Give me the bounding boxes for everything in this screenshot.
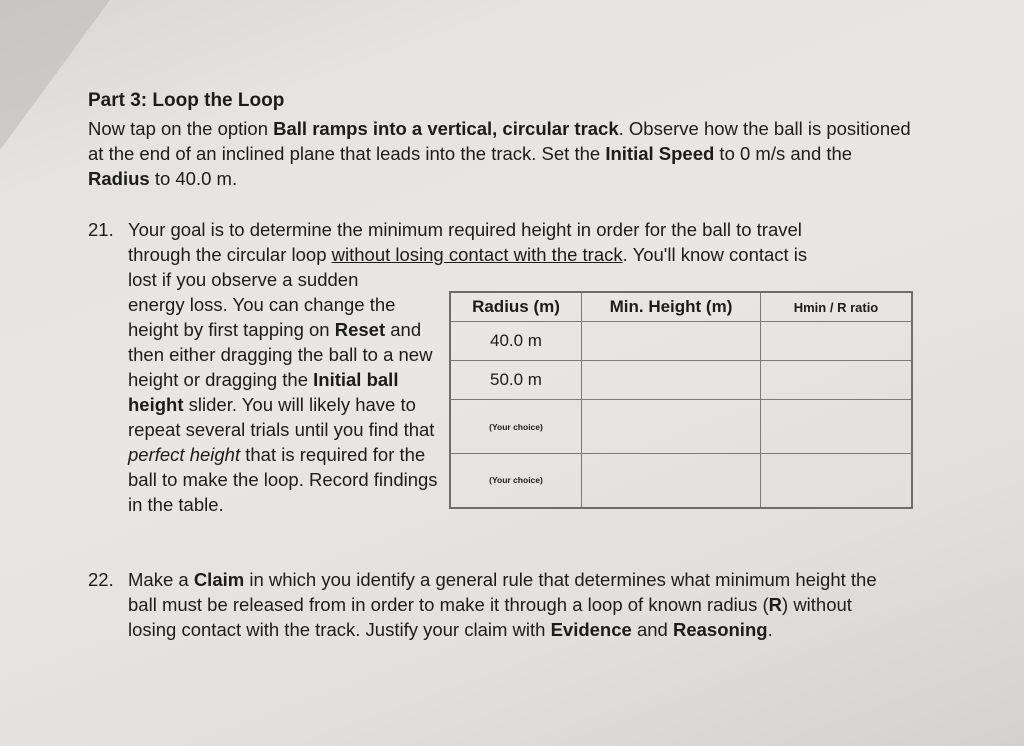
q21-instructions: energy loss. You can change the height by first tapping on Reset and then either dragging the ball to a new height or dragging the Initial ball height slider. You will likely have to repeat several trials until you find that perfect height that is required for the ball to make the loop. Record findings in the table. — [128, 294, 438, 515]
cell-ratio[interactable] — [761, 400, 913, 454]
claim-bold: Claim — [193, 569, 245, 590]
slider-bold: Initial ball height — [128, 369, 399, 415]
reset-bold: Reset — [334, 319, 386, 340]
results-table — [449, 291, 913, 509]
cell-ratio[interactable] — [761, 361, 913, 400]
cell-radius-choice[interactable]: (Your choice) — [450, 454, 582, 508]
cell-ratio[interactable] — [761, 322, 913, 361]
intro-text: Now tap on the option — [88, 118, 274, 139]
part-intro — [88, 116, 918, 191]
table-row — [450, 400, 912, 454]
intro-text: to 0 m/s and the — [714, 143, 853, 164]
intro-text: to 40.0 m. — [149, 168, 238, 189]
intro-bold-speed: Initial Speed — [605, 143, 715, 164]
underlined-phrase: without losing contact with the track — [331, 244, 623, 265]
cell-min-height[interactable] — [582, 322, 761, 361]
cell-min-height[interactable] — [582, 400, 761, 454]
intro-bold-option: Ball ramps into a vertical, circular track — [273, 118, 619, 139]
q21-line-3: lost if you observe a sudden — [128, 269, 359, 290]
r-bold: R — [768, 594, 783, 615]
cell-radius-choice[interactable]: (Your choice) — [450, 400, 582, 454]
perfect-italic: perfect height — [128, 444, 241, 465]
table-row — [450, 361, 912, 400]
intro-text: . Observe how the ball is positioned at the end of an inclined plane that leads into the track. Set the — [88, 118, 911, 164]
header-min-height: Min. Height (m) — [582, 292, 761, 322]
intro-bold-radius: Radius — [88, 168, 150, 189]
cell-ratio[interactable] — [761, 454, 913, 508]
header-radius: Radius (m) — [450, 292, 582, 322]
q21-line-1: Your goal is to determine the minimum required height in order for the ball to travel — [128, 219, 802, 240]
header-ratio: Hmin / R ratio — [761, 292, 913, 322]
question-number: 21. — [88, 219, 114, 240]
evidence-bold: Evidence — [550, 619, 632, 640]
q22-body: Make a Claim in which you identify a general rule that determines what minimum height the ball must be released from in order to make it through a loop of known radius (R) without losing contact with the track. Justify your claim with Evidence and Reasoning. — [128, 569, 877, 640]
cell-min-height[interactable] — [582, 454, 761, 508]
cell-radius: 40.0 m — [450, 322, 582, 361]
cell-radius: 50.0 m — [450, 361, 582, 400]
table-row — [450, 454, 912, 508]
table-row — [450, 322, 912, 361]
table-header-row — [450, 292, 912, 322]
reasoning-bold: Reasoning — [672, 619, 768, 640]
question-number: 22. — [88, 569, 114, 590]
q21-line-2: through the circular loop without losing contact with the track. You'll know contact is — [128, 244, 808, 265]
part-heading: Part 3: Loop the Loop — [88, 90, 285, 111]
cell-min-height[interactable] — [582, 361, 761, 400]
